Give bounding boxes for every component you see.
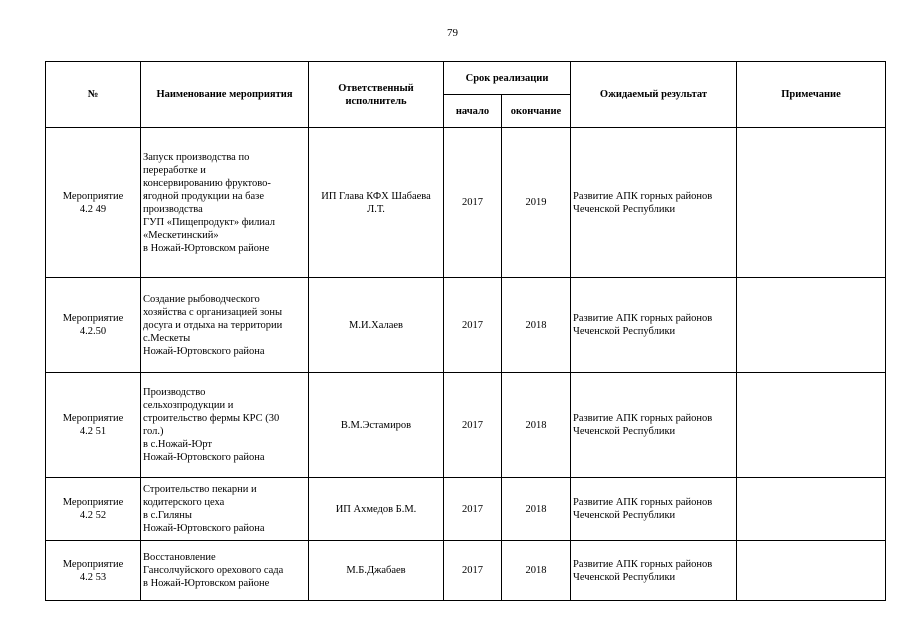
event-expected-result — [571, 128, 737, 278]
event-id — [46, 373, 141, 478]
event-expected-result-line: Чеченской Республики — [573, 203, 676, 215]
event-id — [46, 278, 141, 373]
event-name-line: сельхозпродукции и — [143, 400, 234, 411]
event-name-line: переработке и — [143, 164, 206, 176]
event-expected-result-line: Чеченской Республики — [573, 571, 676, 583]
event-name-line: Строительство пекарни и — [143, 484, 257, 495]
table-row — [46, 128, 886, 278]
event-name-line: Восстановление — [143, 552, 216, 563]
event-name-line: Ножай-Юртовского района — [143, 452, 265, 463]
header-end: окончание — [502, 95, 571, 128]
event-id — [46, 541, 141, 601]
plan-table — [45, 61, 886, 601]
event-id-line: Мероприятие — [62, 413, 124, 424]
event-end-year: 2019 — [502, 128, 571, 278]
event-executor-line: ИП Глава КФХ Шабаева — [321, 190, 431, 202]
event-expected-result — [571, 278, 737, 373]
event-name-line: гол.) — [143, 426, 164, 437]
event-start-year: 2017 — [444, 128, 502, 278]
table-row — [46, 373, 886, 478]
event-id-line: Мероприятие — [62, 497, 124, 508]
event-executor — [309, 541, 444, 601]
event-note — [737, 478, 886, 541]
event-expected-result-line: Чеченской Республики — [573, 326, 676, 337]
table-row — [46, 278, 886, 373]
event-note — [737, 128, 886, 278]
event-expected-result-line: Развитие АПК горных районов — [573, 190, 713, 202]
table-body — [46, 128, 886, 601]
event-id-line: 4.2 51 — [79, 426, 107, 437]
event-expected-result-line: Развитие АПК горных районов — [573, 313, 713, 324]
event-id-line: Мероприятие — [62, 313, 124, 324]
header-note: Примечание — [737, 62, 886, 128]
event-name-line: в Ножай-Юртовском районе — [143, 242, 270, 254]
event-name-line: кодитерского цеха — [143, 497, 225, 508]
event-name-line: ягодной продукции на базе — [143, 190, 264, 202]
event-name-line: строительство фермы КРС (30 — [143, 413, 280, 424]
event-id-line: 4.2 49 — [79, 203, 107, 215]
event-name-line: в с.Ножай-Юрт — [143, 439, 212, 450]
page-number: 79 — [447, 27, 458, 39]
event-start-year: 2017 — [444, 478, 502, 541]
event-start-year: 2017 — [444, 541, 502, 601]
header-start: начало — [444, 95, 502, 128]
event-expected-result-line: Развитие АПК горных районов — [573, 413, 713, 424]
event-id — [46, 128, 141, 278]
event-executor — [309, 373, 444, 478]
event-executor — [309, 128, 444, 278]
event-name-line: Ножай-Юртовского района — [143, 523, 265, 534]
event-name-line: Гансолчуйского орехового сада — [143, 565, 284, 576]
event-name-line: в Ножай-Юртовском районе — [143, 578, 270, 589]
header-number: № — [46, 62, 141, 128]
event-name-line: ГУП «Пищепродукт» филиал — [143, 216, 276, 228]
header-expected-result: Ожидаемый результат — [571, 62, 737, 128]
event-name-line: «Мескетинский» — [143, 229, 219, 241]
event-id-line: 4.2 53 — [79, 571, 107, 583]
header-event-name: Наименование мероприятия — [141, 62, 309, 128]
event-end-year: 2018 — [502, 541, 571, 601]
event-name — [141, 541, 309, 601]
event-name-line: с.Мескеты — [143, 332, 191, 344]
event-id-line: Мероприятие — [62, 558, 124, 570]
event-start-year: 2017 — [444, 278, 502, 373]
event-end-year: 2018 — [502, 478, 571, 541]
event-name-line: в с.Гиляны — [143, 510, 192, 521]
table-row — [46, 478, 886, 541]
event-expected-result — [571, 478, 737, 541]
event-expected-result-line: Развитие АПК горных районов — [573, 497, 713, 508]
event-expected-result-line: Чеченской Республики — [573, 426, 676, 437]
event-executor — [309, 478, 444, 541]
event-end-year: 2018 — [502, 373, 571, 478]
event-executor-line: В.М.Эстамиров — [340, 419, 412, 431]
table-header — [46, 62, 886, 128]
event-name-line: производства — [143, 203, 203, 215]
event-expected-result — [571, 541, 737, 601]
event-id — [46, 478, 141, 541]
event-name — [141, 128, 309, 278]
event-name-line: Создание рыбоводческого — [143, 293, 260, 305]
event-name-line: Ножай-Юртовского района — [143, 345, 265, 357]
event-id-line: 4.2.50 — [79, 326, 107, 337]
event-executor — [309, 278, 444, 373]
event-note — [737, 373, 886, 478]
event-id-line: 4.2 52 — [79, 510, 107, 521]
event-executor-line: М.И.Халаев — [348, 319, 404, 331]
event-expected-result — [571, 373, 737, 478]
event-executor-line: ИП Ахмедов Б.М. — [335, 503, 417, 515]
event-name-line: хозяйства с организацией зоны — [143, 306, 283, 318]
event-name — [141, 373, 309, 478]
event-name-line: консервированию фруктово- — [143, 177, 271, 189]
event-id-line: Мероприятие — [62, 190, 124, 202]
event-name-line: Запуск производства по — [143, 151, 250, 163]
event-expected-result-line: Чеченской Республики — [573, 510, 676, 521]
event-expected-result-line: Развитие АПК горных районов — [573, 558, 713, 570]
event-note — [737, 541, 886, 601]
event-start-year: 2017 — [444, 373, 502, 478]
event-name — [141, 478, 309, 541]
header-period: Срок реализации — [444, 62, 571, 95]
header-executor: Ответственный исполнитель — [309, 62, 444, 128]
event-name — [141, 278, 309, 373]
event-executor-line: М.Б.Джабаев — [346, 565, 406, 576]
event-note — [737, 278, 886, 373]
event-end-year: 2018 — [502, 278, 571, 373]
table-row — [46, 541, 886, 601]
event-executor-line: Л.Т. — [367, 203, 385, 215]
event-name-line: досуга и отдыха на территории — [143, 319, 283, 331]
event-name-line: Производство — [143, 387, 206, 398]
